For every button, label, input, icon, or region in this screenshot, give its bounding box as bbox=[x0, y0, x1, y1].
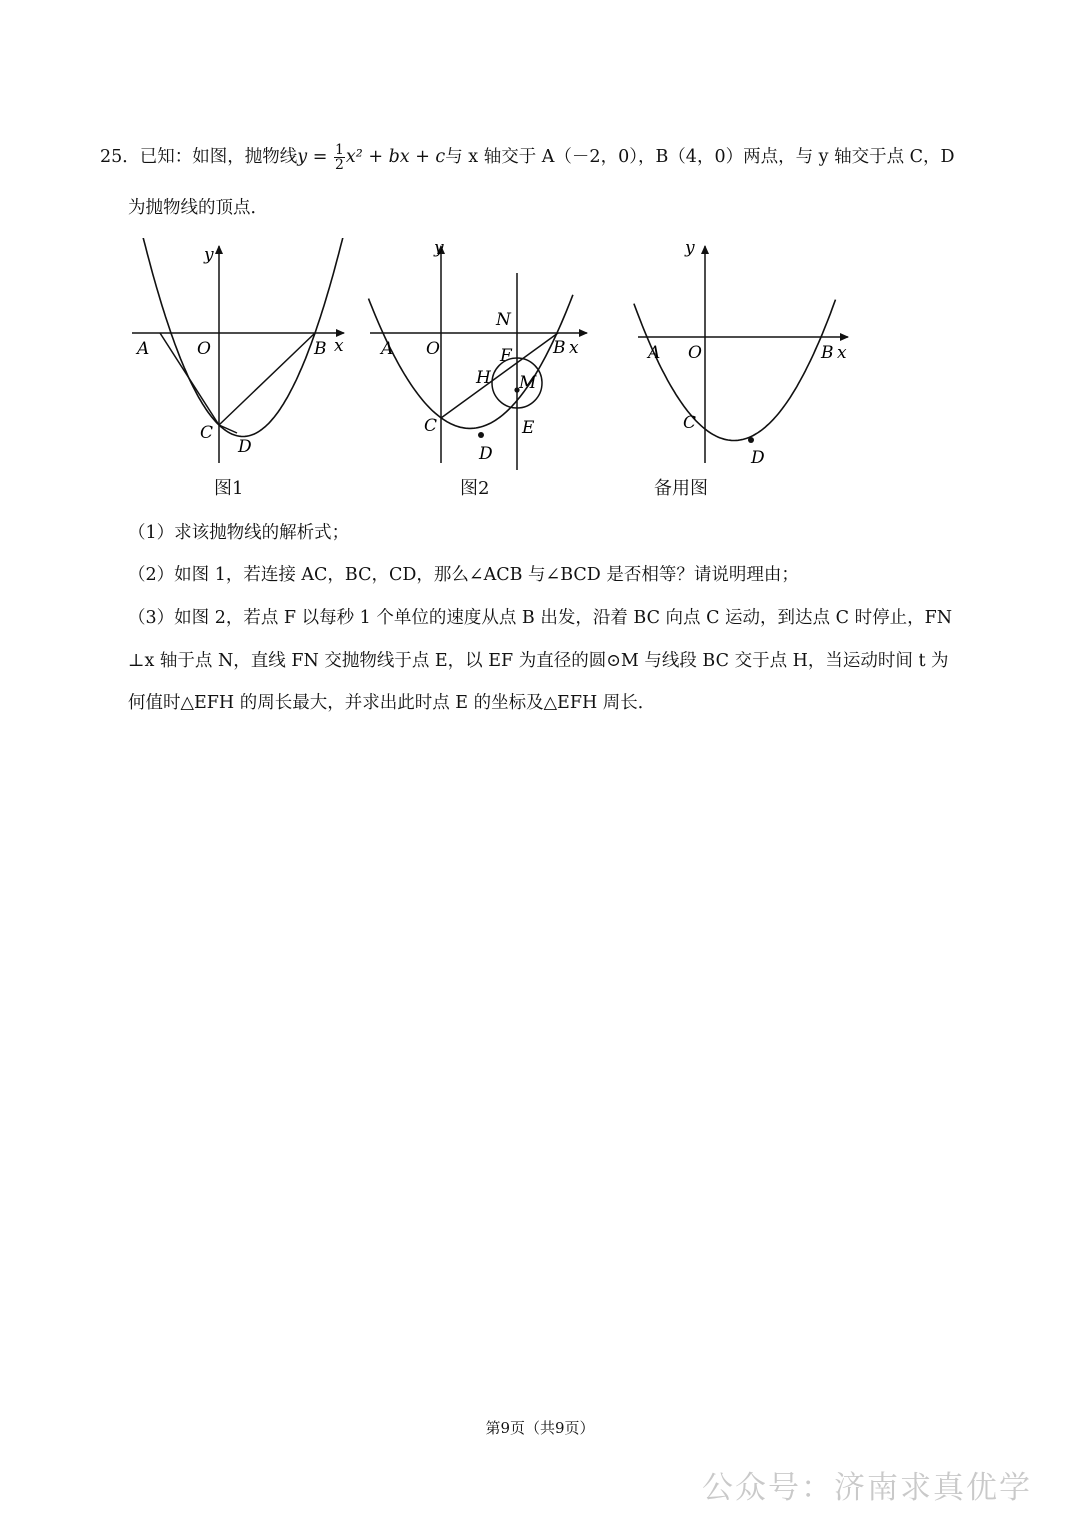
intro-prefix: 已知：如图，抛物线 bbox=[139, 147, 298, 167]
point-D bbox=[478, 432, 484, 438]
label-A: A bbox=[381, 339, 394, 359]
label-D: D bbox=[751, 448, 765, 468]
eq-equals: = bbox=[307, 147, 333, 167]
label-x: x bbox=[569, 338, 579, 358]
label-N: N bbox=[496, 310, 511, 330]
problem-intro-line2: 为抛物线的顶点． bbox=[128, 198, 268, 218]
problem-intro-line1 bbox=[100, 143, 955, 172]
eq-fraction bbox=[334, 143, 345, 172]
figure-2-caption: 图2 bbox=[460, 478, 490, 499]
figure-2-svg bbox=[360, 238, 600, 473]
label-y: y bbox=[204, 245, 214, 265]
figure-3-caption: 备用图 bbox=[654, 478, 708, 499]
parabola bbox=[634, 300, 836, 441]
watermark: 公众号：济南求真优学 bbox=[702, 1470, 1032, 1506]
problem-number: 25． bbox=[100, 147, 140, 167]
label-D: D bbox=[238, 437, 252, 457]
label-B: B bbox=[314, 339, 327, 359]
label-O: O bbox=[688, 343, 702, 363]
label-B: B bbox=[553, 338, 566, 358]
figure-3-svg bbox=[628, 238, 860, 473]
page-footer: 第9页（共9页） bbox=[485, 1419, 595, 1437]
label-y: y bbox=[685, 238, 695, 258]
label-O: O bbox=[426, 339, 440, 359]
figure-3 bbox=[628, 238, 860, 473]
parabola bbox=[369, 295, 573, 429]
question-3-line3: 何值时△EFH 的周长最大，并求出此时点 E 的坐标及△EFH 周长． bbox=[128, 693, 656, 713]
parabola bbox=[133, 238, 348, 437]
figure-1-caption: 图1 bbox=[214, 478, 244, 499]
label-B: B bbox=[821, 343, 834, 363]
eq-rest: x² + bx + c bbox=[345, 147, 446, 167]
question-2: （2）如图 1，若连接 AC，BC，CD，那么∠ACB 与∠BCD 是否相等？请说明理由； bbox=[128, 565, 799, 585]
question-1: （1）求该抛物线的解析式； bbox=[128, 523, 350, 543]
figure-2 bbox=[360, 238, 600, 473]
label-A: A bbox=[648, 343, 661, 363]
eq-y: y bbox=[297, 147, 308, 167]
label-C: C bbox=[683, 413, 697, 433]
label-M: M bbox=[519, 373, 537, 393]
point-D bbox=[748, 437, 754, 443]
question-3-line1: （3）如图 2，若点 F 以每秒 1 个单位的速度从点 B 出发，沿着 BC 向点 C 运动，到达点 C 时停止，FN bbox=[128, 608, 953, 628]
label-x: x bbox=[837, 343, 847, 363]
label-H: H bbox=[476, 368, 491, 388]
label-A: A bbox=[137, 339, 150, 359]
segment-BC bbox=[219, 333, 315, 425]
eq-fraction-denominator: 2 bbox=[334, 157, 344, 173]
label-C: C bbox=[424, 416, 438, 436]
intro-middle: 与 x 轴交于 A（－2，0），B（4，0）两点，与 y 轴交于点 C，D bbox=[445, 147, 955, 167]
label-E: E bbox=[522, 418, 535, 438]
eq-fraction-numerator: 1 bbox=[334, 142, 344, 158]
label-F: F bbox=[500, 346, 512, 366]
figure-1-svg bbox=[118, 238, 348, 468]
label-y: y bbox=[434, 238, 444, 258]
label-O: O bbox=[197, 339, 211, 359]
label-D: D bbox=[479, 444, 493, 464]
question-3-line2: ⊥x 轴于点 N，直线 FN 交抛物线于点 E，以 EF 为直径的圆⊙M 与线段 BC 交于点 H，当运动时间 t 为 bbox=[128, 651, 949, 671]
label-x: x bbox=[334, 336, 344, 356]
label-C: C bbox=[200, 423, 214, 443]
figure-1 bbox=[118, 238, 348, 468]
